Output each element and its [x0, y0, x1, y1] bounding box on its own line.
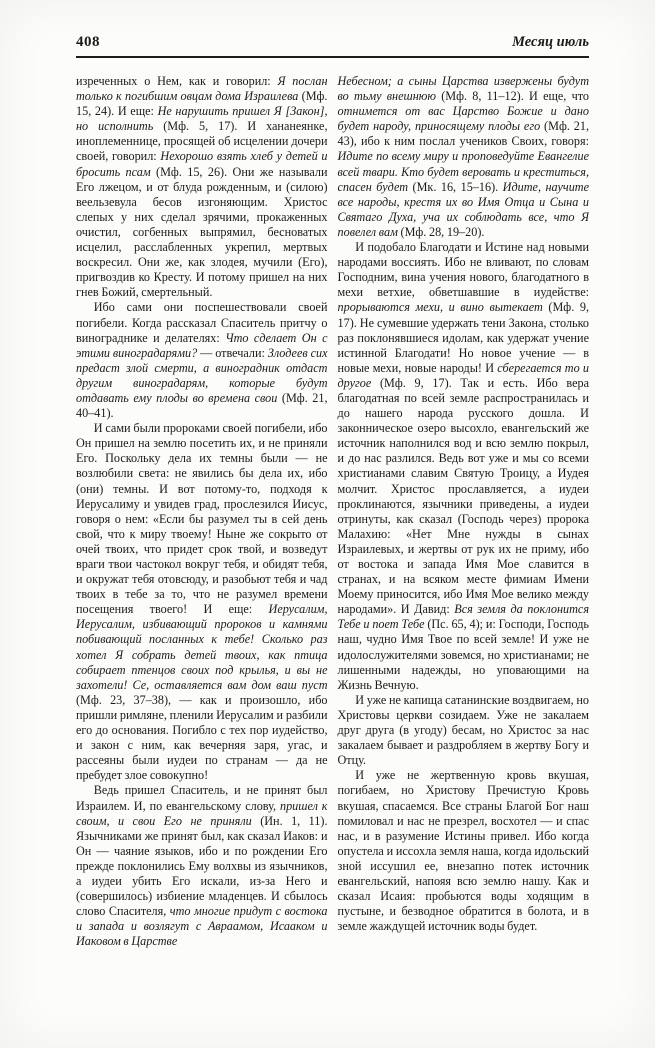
scripture-quote-text: Вся земля да поклонится Тебе и поет Тебе — [337, 602, 589, 632]
paragraph — [338, 693, 590, 768]
body-text: (Мф. 15, 26). Они же называли Его лжецом, и от блуда рожденным, и (силою) веельзевула бесов изгоняющим. Христос слепых у них сделал зрячими, прокаженных очистил, согбенных выпрямил, бесноватых исцелил, расслабленных укрепил, мертвых воскресил. Они же, как злодея, мучили (Его), пригвоздив ко Кресту. И потому пришел на них гнев Божий, смертельный. — [76, 164, 328, 300]
page-header — [76, 34, 589, 58]
scripture-quote-text: Идите по всему миру и проповедуйте Евангелие всей твари. Кто будет веровать и креститься, спасен будет — [337, 149, 589, 194]
body-text: (Мф. 28, 19–20). — [397, 224, 485, 239]
body-text: (Ин. 1, 11). Язычниками же принят был, как сказал Иаков: и Он — чаяние языков, ибо и по рождении Его прежде поклонились Ему волхвы из язычников, а иудеи убить Его искали, из-за Него и (совершилось) избиение младенцев. И сбылось слово Спасителя, — [76, 813, 328, 919]
body-text: (Пс. 65, 4); и: Господи, Господь наш, чудно Имя Твое по всей земле! И уже не идолослужителями зовемся, но христианами; не лишенными надежды, но уповающими на Жизнь Вечную. — [337, 617, 589, 692]
scripture-quote-text: Я послан только к погибшим овцам дома Израилева — [76, 74, 328, 104]
body-text: Ведь пришел Спаситель, и не принят был Израилем. И, по евангельскому слову, — [76, 783, 328, 813]
body-text: (Мф. 21, 43), ибо к ним послал учеников Своих, говоря: — [337, 119, 589, 149]
scripture-quote-text: что многие придут с востока и запада и возлягут с Авраамом, Исааком и Иаковом в Царстве — [76, 904, 328, 949]
body-text: (Мф. 9, 17). Так и есть. Ибо вера благодатная по всей земле распространилась и до нашего народа русского дошла. И законническое озеро высохло, евангельский же источник наполнился вод и всю землю покрыл, и до нас разлился. Ведь вот уже и мы со всеми христианами славим Святую Троицу, а Иудея молчит. Христос прославляется, а иудеи проклинаются, язычники приведены, а иудеи отринуты, как сказал (Господь через) пророка Малахию: «Нет Мне нужды в сынах Израилевых, и жертвы от рук их не приму, ибо от востока и запада Имя Мое славится в странах, и на всяком месте фимиам Имени Моему приносится, ибо Имя Мое велико между народами». И Давид: — [337, 375, 589, 617]
scripture-quote-text: Что сделает Он с этими виноградарями? — [76, 330, 328, 360]
scripture-quote-text: Не нарушить пришел Я [Закон], но исполнить — [76, 104, 328, 134]
paragraph — [76, 783, 328, 949]
scripture-quote-text: Идите, научите все народы, крестя их во Имя Отца и Сына и Святаго Духа, уча их соблюдать все, что Я повелел вам — [337, 179, 589, 239]
page-number: 408 — [76, 34, 100, 50]
paragraph — [338, 768, 590, 934]
paragraph — [76, 74, 328, 300]
body-text: И уже не капища сатанинские воздвигаем, но Христовы церкви созидаем. Уже не закалаем друг друга (в угоду) бесам, но Христос за нас закалаем бывает и раздробляем в жертву Богу и Отцу. — [337, 692, 589, 768]
body-text: (Мф. 21, 40–41). — [76, 390, 328, 421]
scripture-quote-text: отнимется от вас Царство Божие и дано будет народу, приносящему плоды его — [337, 104, 589, 134]
body-text: (Мф. 9, 17). Не сумевшие удержать тени Закона, столько раз поклонявшиеся идолам, как удержат учение истинной Благодати! Но новое учение — в новые мехи, новые народы! И — [337, 300, 589, 375]
body-text: И подобало Благодати и Истине над новыми народами воссиять. Ибо не вливают, по словам Господним, вина учения нового, благодатного в мехи ветхие, обветшавшие в иудействе: — [337, 240, 589, 300]
text-columns — [76, 74, 589, 1028]
paragraph — [76, 300, 328, 421]
scripture-quote-text: Злодеев сих предаст злой смерти, а виноградник отдаст другим виноградарям, которые будут отдавать ему плоды во времена свои — [76, 345, 328, 405]
body-text: И сами были пророками своей погибели, ибо Он пришел на землю посетить их, и не приняли Его. Поскольку дела их темны были — не возлюбили света: не явились бы дела их, ибо (они) темны. И вот потому-то, подходя к Иерусалиму и увидев град, прослезился Иисус, говоря о нем: «Если бы разумел ты в сей день свой, что к миру твоему! Ныне же сокрыто от очей твоих, что придет срок твой, и возведут враги твои частокол вокруг тебя, и обидят тебя, и окружат тебя отовсюду, и разобьют тебя и чад твоих в тебе за то, что не разумел времени посещения твоего! И еще: — [76, 421, 328, 617]
column-left — [76, 74, 328, 1028]
body-text: (Мк. 16, 15–16). — [408, 179, 503, 194]
body-text: — отвечали: — [197, 345, 268, 360]
scripture-quote-text: Нехорошо взять хлеб у детей и бросить псам — [76, 149, 328, 179]
body-text: (Мф. 23, 37–38), — как и произошло, ибо пришли римляне, пленили Иерусалим и разбили его до основания. Погибло с тех пор иудейство, и закон с ним, как вечерняя заря, угас, и рассеяны были иудеи по странам — да не пребудет злое совокупно! — [76, 692, 328, 783]
scripture-quote-text: Небесном; а сыны Царства извержены будут во тьму внешнюю — [337, 74, 589, 104]
paragraph — [338, 240, 590, 693]
running-title: Месяц июль — [512, 34, 589, 50]
body-text: (Мф. 15, 24). И еще: — [76, 89, 328, 119]
scripture-quote-text: прорываются мехи, и вино вытекает — [337, 300, 543, 315]
column-right — [338, 74, 590, 1028]
body-text: И уже не жертвенную кровь вкушая, погибаем, но Христову Пречистую Кровь вкушая, спасаемся. Все страны Благой Бог наш помиловал и нас не презрел, восхотел — и спас нас, и в разумение Истины привел. Ибо когда опустела и иссохла земля наша, когда идольский зной иссушил ее, внезапно потек источник евангельский, напояя всю землю нашу. Как и сказал Исаия: пробьются воды ходящим в пустыне, и безводное обратится в болота, и в земле жаждущей источник воды будет. — [337, 768, 589, 934]
paragraph — [338, 74, 590, 240]
body-text: (Мф. 8, 11–12). И еще, что — [435, 89, 589, 104]
scripture-quote-text: пришел к своим, и свои Его не приняли — [76, 798, 328, 828]
body-text: изреченных о Нем, как и говорил: — [76, 74, 278, 88]
scripture-quote-text: сберегается то и другое — [337, 360, 589, 390]
body-text: Ибо сами они поспешествовали своей погибели. Когда рассказал Спаситель притчу о винограднике и делателях: — [76, 300, 328, 345]
scripture-quote-text: Иерусалим, Иерусалим, избивающий пророков и камнями побивающий посланных к тебе! Сколько раз хотел Я собрать детей твоих, как птица собирает птенцов своих под крылья, и вы не захотели! Се, оставляется вам дом ваш пуст — [76, 602, 328, 692]
body-text: (Мф. 5, 17). И хананеянке, иноплеменнице, просящей об исцелении дочери своей, говорил: — [76, 119, 328, 164]
paragraph — [76, 421, 328, 783]
